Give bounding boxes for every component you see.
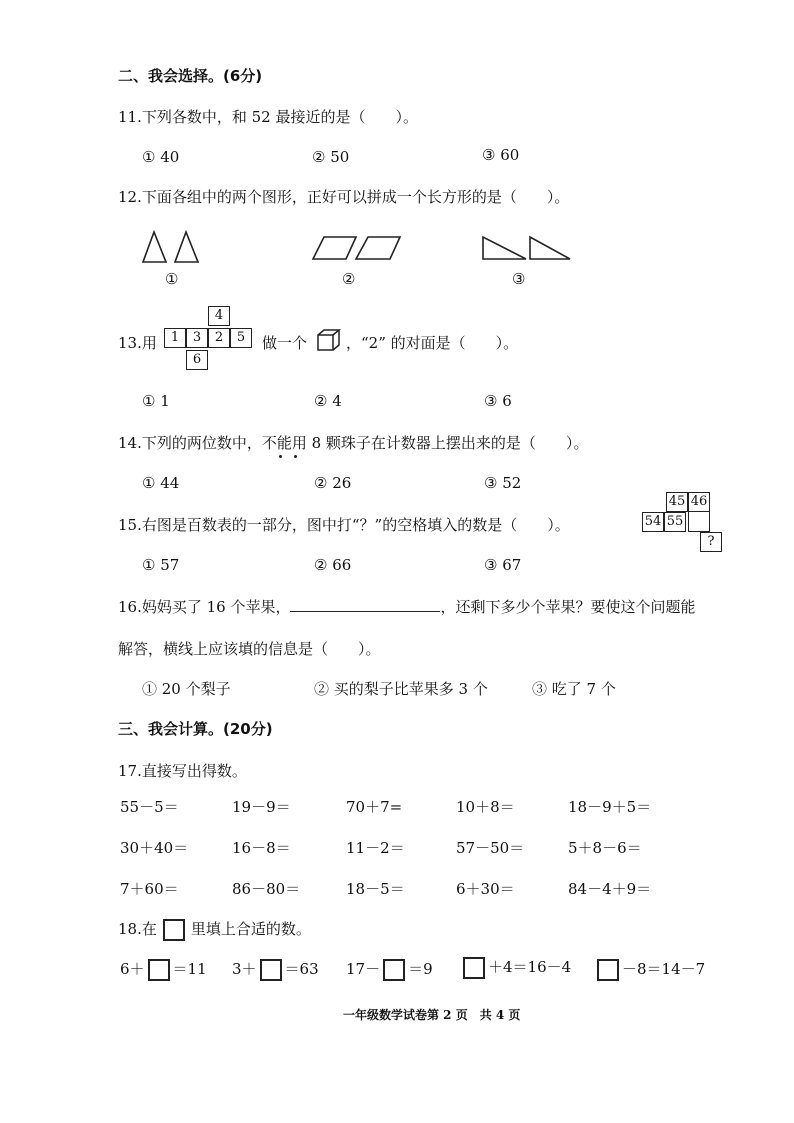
answer-box[interactable]: [597, 959, 619, 981]
q16-option-2[interactable]: ② 买的梨子比苹果多 3 个: [314, 680, 488, 698]
question-15: 15.右图是百数表的一部分，图中打“？”的空格填入的数是（ ）。: [118, 516, 570, 534]
question-12: 12.下面各组中的两个图形，正好可以拼成一个长方形的是（ ）。: [118, 188, 570, 206]
q16-option-1[interactable]: ① 20 个梨子: [142, 680, 231, 698]
calc-item[interactable]: 86－80＝: [232, 880, 301, 898]
calc-item[interactable]: 5＋8－6＝: [568, 839, 642, 857]
calc-item[interactable]: 10＋8＝: [456, 798, 515, 816]
net-cell: 1: [164, 328, 186, 348]
q13-option-2[interactable]: ② 4: [314, 392, 342, 410]
calc-item[interactable]: 16－8＝: [232, 839, 291, 857]
calc-item[interactable]: 30＋40＝: [120, 839, 189, 857]
page-footer: 一年级数学试卷第 2 页 共 4 页: [343, 1008, 521, 1022]
calc-item[interactable]: 70＋7=: [346, 798, 403, 816]
calc-item[interactable]: 7＋60＝: [120, 880, 179, 898]
question-13-middle: 做一个: [262, 334, 308, 352]
q14-option-2[interactable]: ② 26: [314, 474, 352, 492]
cube-net: [164, 306, 254, 374]
question-16-line2: 解答，横线上应该填的信息是（ ）。: [118, 640, 381, 658]
expr-text: ＝63: [284, 960, 319, 978]
question-11: 11.下列各数中，和 52 最接近的是（ ）。: [118, 108, 418, 126]
calc-item[interactable]: 11－2＝: [346, 839, 405, 857]
net-cell: 5: [230, 328, 252, 348]
q12-label-3[interactable]: ③: [512, 270, 526, 288]
question-16-line1: [118, 596, 696, 617]
hundred-cell: 45: [666, 492, 688, 512]
hundred-cell-blank: [688, 512, 710, 532]
q11-option-2[interactable]: ② 50: [312, 148, 350, 166]
answer-box[interactable]: [260, 959, 282, 981]
two-parallelograms-figure: [310, 235, 402, 261]
q15-option-3[interactable]: ③ 67: [484, 556, 522, 574]
hundred-cell: 55: [664, 512, 686, 532]
expr-text: ＝9: [408, 960, 433, 978]
answer-box[interactable]: [463, 957, 485, 979]
fill-expression-5: [594, 958, 705, 981]
q14-option-3[interactable]: ③ 52: [484, 474, 522, 492]
q16-option-3[interactable]: ③ 吃了 7 个: [532, 680, 616, 698]
q12-label-2[interactable]: ②: [342, 270, 356, 288]
question-13-suffix: ，“2” 的对面是（ ）。: [346, 334, 519, 352]
two-right-triangles-figure: [480, 234, 574, 262]
answer-box-sample: [163, 919, 185, 941]
q12-label-1[interactable]: ①: [165, 270, 179, 288]
net-cell-top: 4: [208, 306, 230, 326]
expr-text: ＝11: [172, 960, 207, 978]
calc-item[interactable]: 6＋30＝: [456, 880, 515, 898]
question-14: 14.下列的两位数中，不能用 8 颗珠子在计数器上摆出来的是（ ）。: [118, 434, 589, 452]
hundred-chart-fragment: [638, 490, 728, 556]
fill-expression-1: [120, 958, 207, 981]
fill-expression-3: [346, 958, 433, 981]
question-17: 17.直接写出得数。: [118, 762, 247, 780]
expr-text: 6＋: [120, 960, 145, 978]
calc-item[interactable]: 18－9＋5＝: [568, 798, 652, 816]
q13-option-1[interactable]: ① 1: [142, 392, 170, 410]
net-cell: 2: [208, 328, 230, 348]
fill-expression-4: [460, 956, 571, 979]
q13-option-3[interactable]: ③ 6: [484, 392, 512, 410]
fill-expression-2: [232, 958, 319, 981]
q14-option-1[interactable]: ① 44: [142, 474, 180, 492]
q18-title-b: 里填上合适的数。: [190, 920, 311, 938]
answer-box[interactable]: [148, 959, 170, 981]
q16-text-a: 16.妈妈买了 16 个苹果，: [118, 598, 291, 616]
section-title-choice: 二、我会选择。(6分): [118, 67, 263, 85]
net-cell: 3: [186, 328, 208, 348]
q11-option-3[interactable]: ③ 60: [482, 146, 520, 164]
hundred-cell-question: ?: [700, 532, 722, 552]
calc-item[interactable]: 84－4＋9＝: [568, 880, 652, 898]
calc-item[interactable]: 55－5＝: [120, 798, 179, 816]
q16-text-b: ，还剩下多少个苹果？要使这个问题能: [440, 598, 696, 616]
cube-icon: [316, 328, 342, 352]
answer-box[interactable]: [383, 959, 405, 981]
expr-text: 3＋: [232, 960, 257, 978]
q16-answer-blank[interactable]: [290, 597, 440, 612]
question-18: [118, 918, 311, 941]
calc-item[interactable]: 57－50＝: [456, 839, 525, 857]
q18-title-a: 18.在: [118, 920, 157, 938]
net-cell-bottom: 6: [186, 350, 208, 370]
two-triangles-figure: [140, 230, 202, 264]
q15-option-2[interactable]: ② 66: [314, 556, 352, 574]
hundred-cell: 54: [642, 512, 664, 532]
expr-text: 17－: [346, 960, 381, 978]
expr-text: －8＝14－7: [622, 960, 706, 978]
emphasis-dot: [294, 455, 297, 458]
calc-item[interactable]: 18－5＝: [346, 880, 405, 898]
emphasis-dot: [279, 455, 282, 458]
question-13-prefix: 13.用: [118, 334, 157, 352]
calc-item[interactable]: 19－9＝: [232, 798, 291, 816]
section-title-calculation: 三、我会计算。(20分): [118, 720, 273, 738]
q11-option-1[interactable]: ① 40: [142, 148, 180, 166]
expr-text: ＋4＝16－4: [488, 958, 572, 976]
hundred-cell: 46: [688, 492, 710, 512]
q15-option-1[interactable]: ① 57: [142, 556, 180, 574]
